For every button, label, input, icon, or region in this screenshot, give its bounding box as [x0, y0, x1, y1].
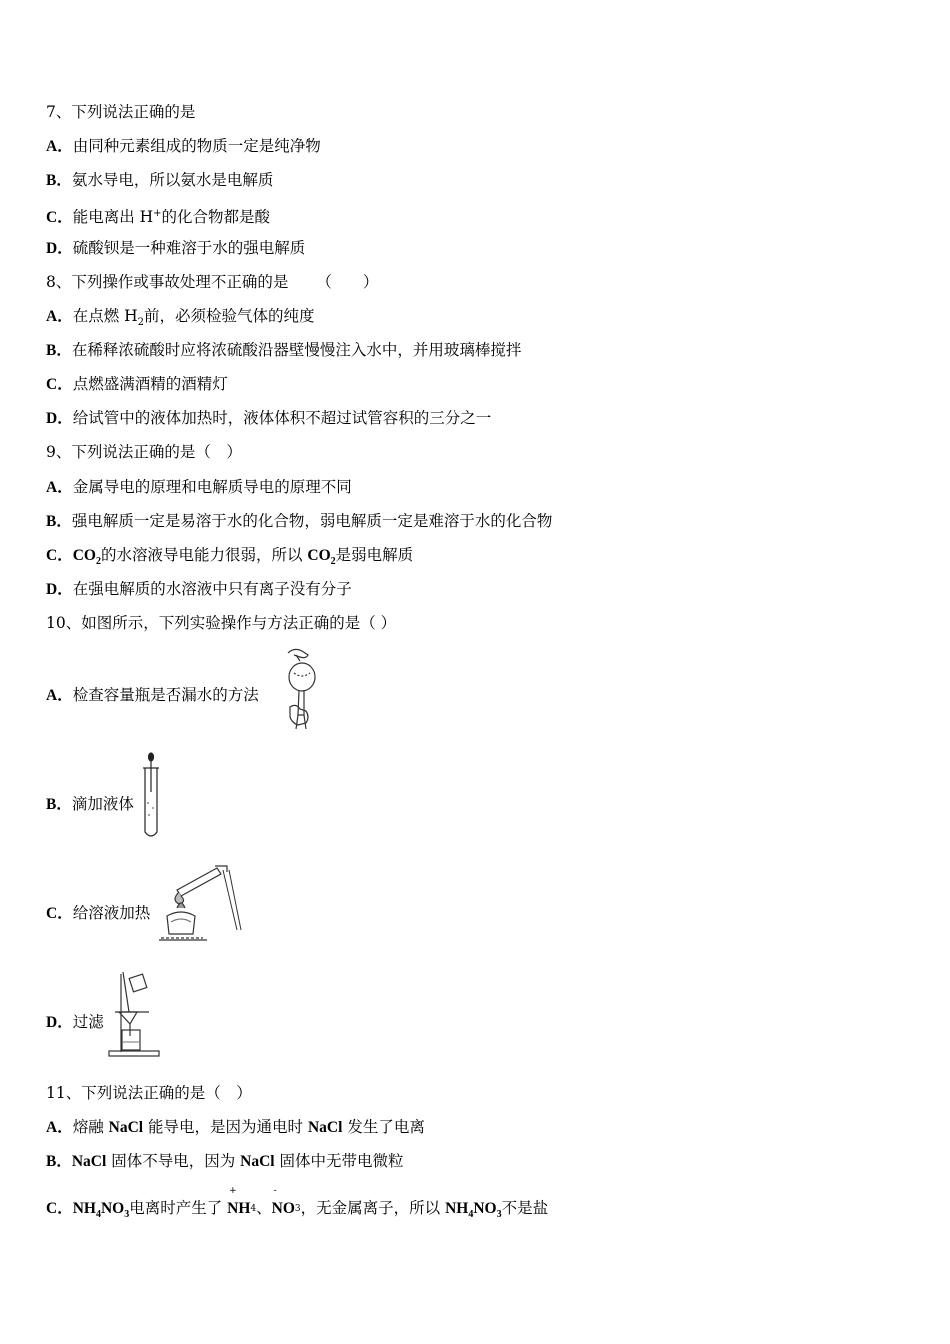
q8-option-c[interactable]: C．点燃盛满酒精的酒精灯: [46, 375, 228, 393]
ammonium-ion: NH + 4: [227, 1186, 257, 1217]
q9-option-a[interactable]: A．金属导电的原理和电解质导电的原理不同: [46, 478, 352, 496]
q11-stem: 11、下列说法正确的是（ ）: [46, 1084, 252, 1102]
q10-option-d[interactable]: D．过滤: [46, 1013, 104, 1031]
q10-stem: 10、如图所示，下列实验操作与方法正确的是（ ）: [46, 614, 397, 632]
q7-option-d[interactable]: D．硫酸钡是一种难溶于水的强电解质: [46, 239, 306, 257]
q10-option-c[interactable]: C．给溶液加热: [46, 904, 151, 922]
q7-stem: 7、下列说法正确的是: [46, 103, 196, 121]
q9-option-b[interactable]: B．强电解质一定是易溶于水的化合物，弱电解质一定是难溶于水的化合物: [46, 512, 553, 530]
heating-test-tube-icon: [157, 860, 243, 944]
filtration-setup-icon: [105, 968, 165, 1058]
q7-option-c[interactable]: C．能电离出 H+的化合物都是酸: [46, 208, 271, 227]
q9-option-d[interactable]: D．在强电解质的水溶液中只有离子没有分子: [46, 580, 352, 598]
q11-option-a[interactable]: A．熔融 NaCl 能导电，是因为通电时 NaCl 发生了电离: [46, 1118, 425, 1136]
q8-option-d[interactable]: D．给试管中的液体加热时，液体体积不超过试管容积的三分之一: [46, 409, 492, 427]
q10-option-a[interactable]: A．检查容量瓶是否漏水的方法: [46, 686, 259, 704]
volumetric-flask-icon: [276, 645, 326, 731]
nitrate-ion: NO - 3: [271, 1186, 301, 1217]
q9-option-c[interactable]: C．$CO_2$的水溶液导电能力很弱，所以 $CO_2$是弱电解质: [46, 546, 414, 568]
dropper-test-tube-icon: [140, 752, 164, 840]
q11-option-b[interactable]: B．NaCl 固体不导电，因为 NaCl 固体中无带电微粒: [46, 1152, 404, 1170]
q11-option-c[interactable]: C．$NH_4NO_3$电离时产生了 NH + 4、NO - 3，无金属离子，所以 $NH_4NO_3$不是盐: [46, 1186, 549, 1221]
q9-stem: 9、下列说法正确的是（ ）: [46, 443, 242, 461]
q8-option-b[interactable]: B．在稀释浓硫酸时应将浓硫酸沿器壁慢慢注入水中，并用玻璃棒搅拌: [46, 341, 522, 359]
q7-option-a[interactable]: A．由同种元素组成的物质一定是纯净物: [46, 137, 321, 155]
q8-option-a[interactable]: A．在点燃 $H_2$前，必须检验气体的纯度: [46, 307, 315, 329]
q10-option-b[interactable]: B．滴加液体: [46, 795, 134, 813]
q7-option-b[interactable]: B．氨水导电，所以氨水是电解质: [46, 171, 274, 189]
q8-stem: 8、下列操作或事故处理不正确的是 （ ）: [46, 273, 379, 291]
